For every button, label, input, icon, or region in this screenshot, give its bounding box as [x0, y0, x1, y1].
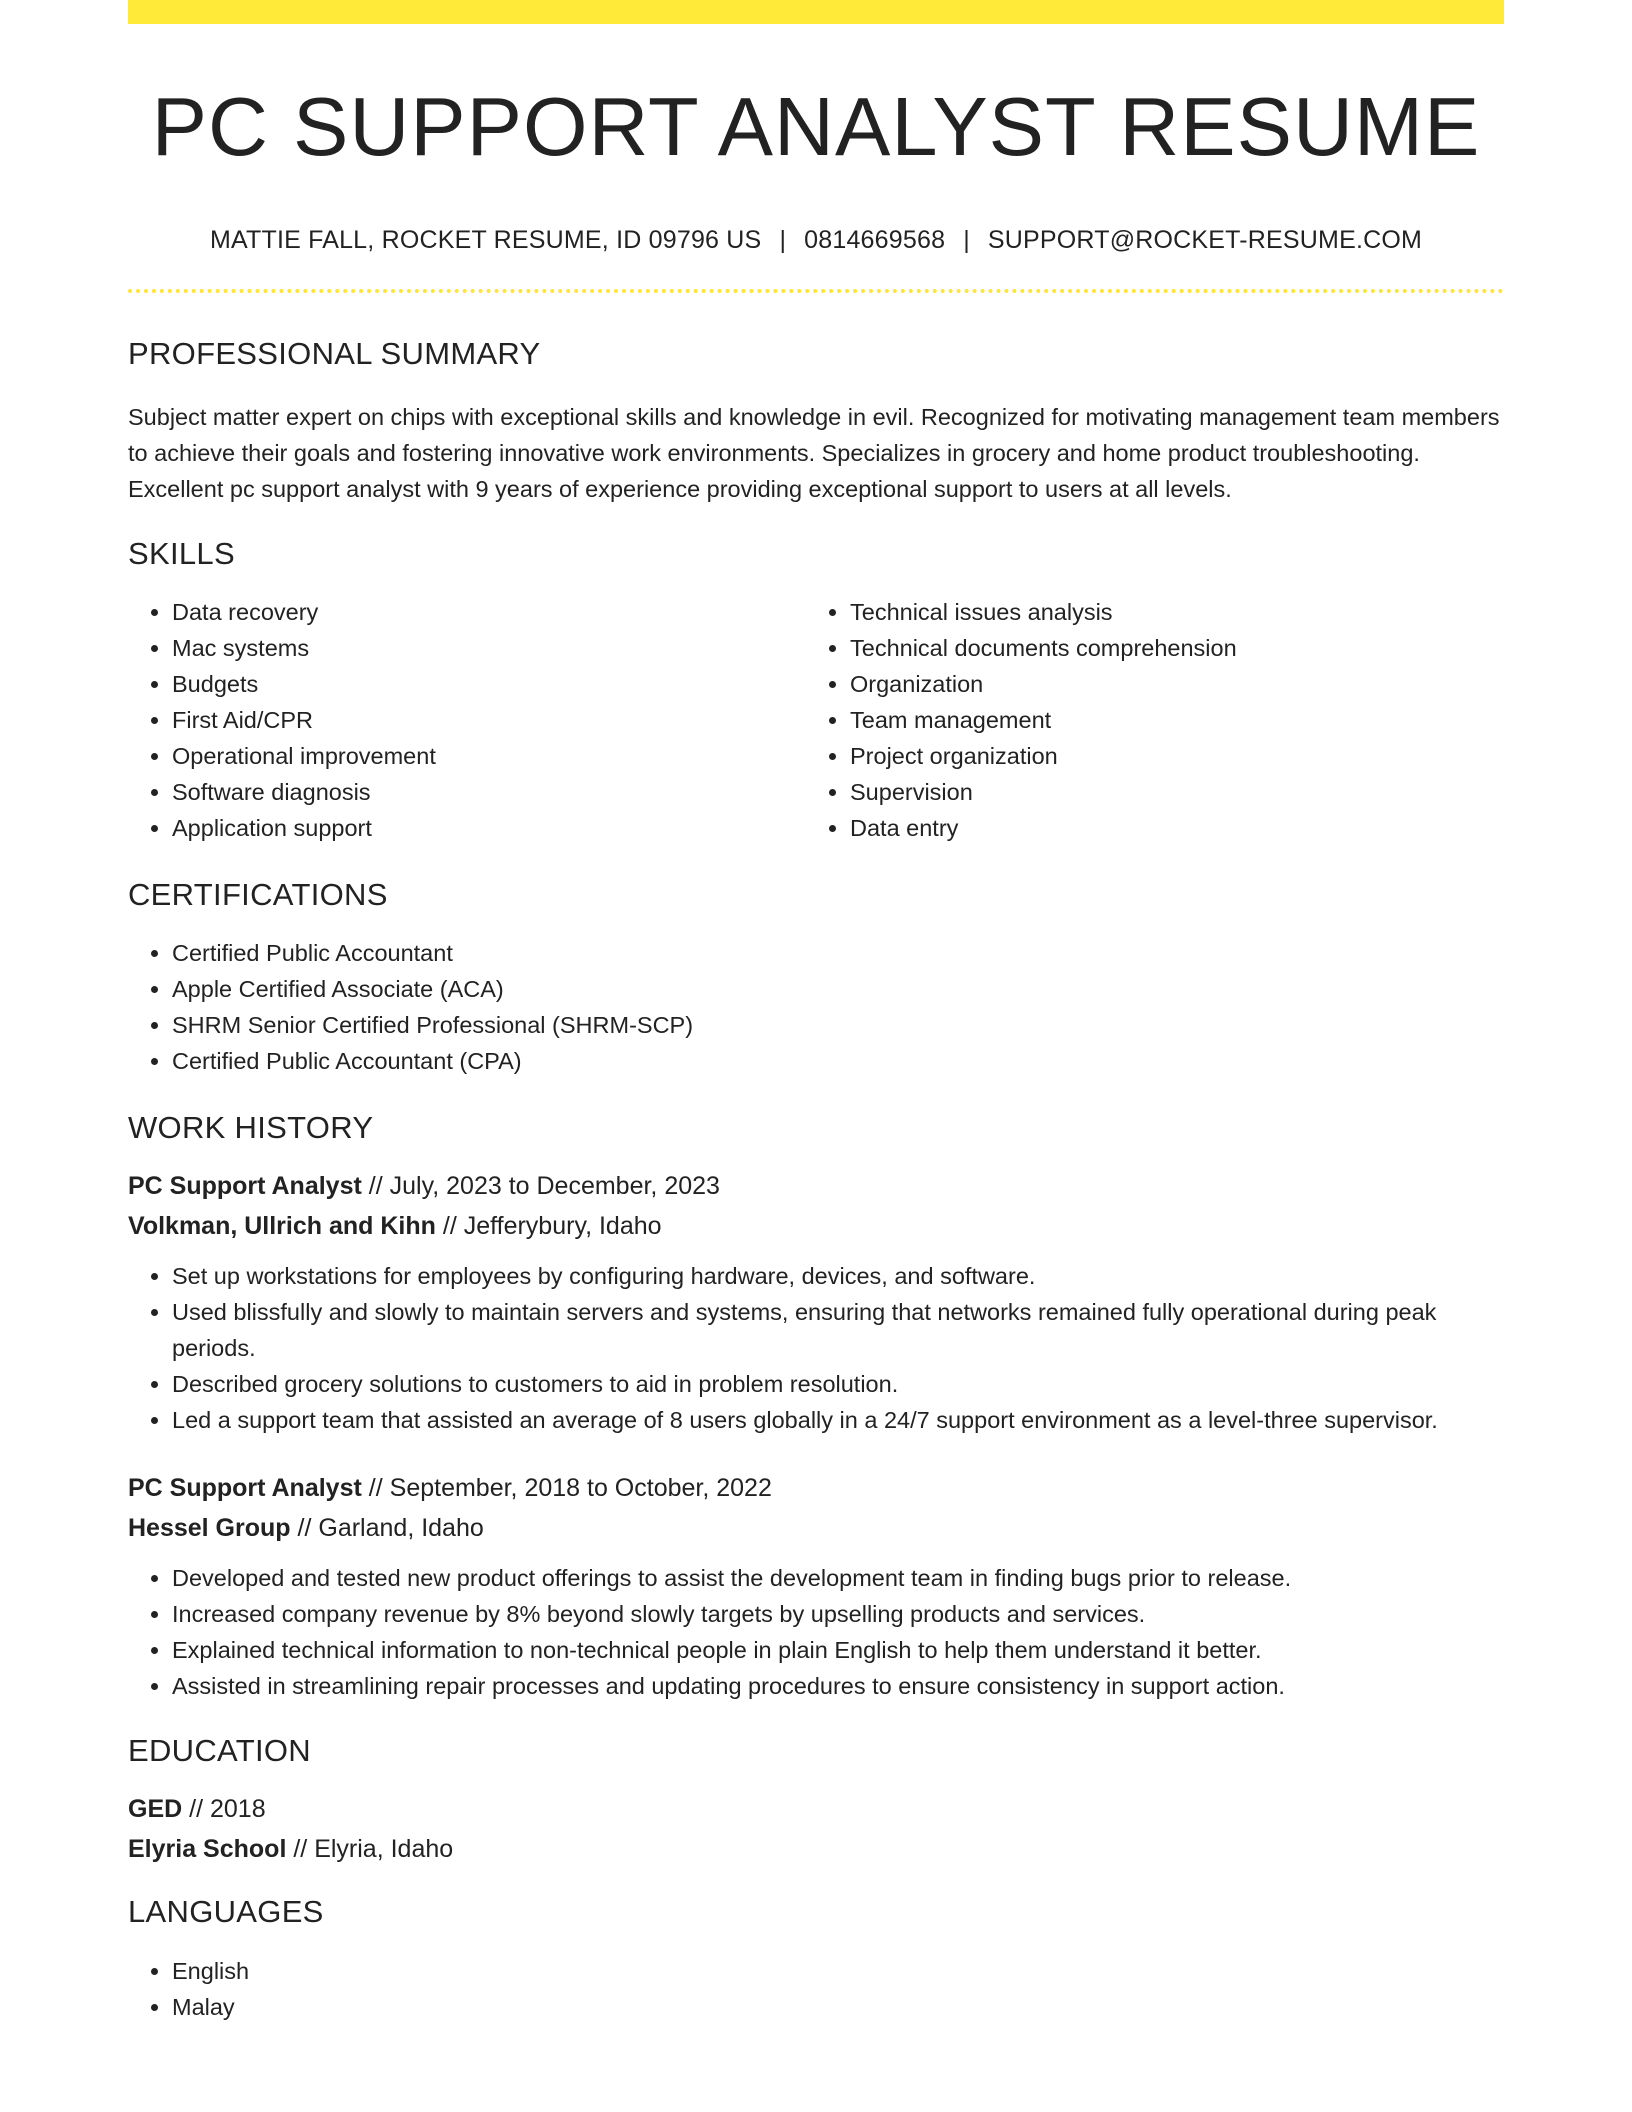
- certification-item: • Apple Certified Associate (ACA): [172, 971, 1504, 1007]
- languages-list: [128, 1953, 1504, 2025]
- job-company-line: [128, 1206, 1504, 1246]
- job-role: PC Support Analyst: [128, 1172, 362, 1201]
- job-bullet: • Developed and tested new product offerings to assist the development team in finding bugs prior to release.: [172, 1560, 1504, 1596]
- skills-list-left: [128, 594, 806, 846]
- job-bullets: [128, 1258, 1504, 1438]
- summary-heading: PROFESSIONAL SUMMARY: [128, 336, 541, 372]
- skills-column-right: [806, 594, 1484, 846]
- skill-item: • Budgets: [172, 666, 806, 702]
- job-company-line: [128, 1508, 1504, 1548]
- language-item: • English: [172, 1953, 1504, 1989]
- education-heading: EDUCATION: [128, 1733, 311, 1769]
- education-year: 2018: [210, 1795, 266, 1824]
- certification-item: • SHRM Senior Certified Professional (SHRM-SCP): [172, 1007, 1504, 1043]
- accent-top-bar: [128, 0, 1504, 24]
- job-bullet: • Led a support team that assisted an average of 8 users globally in a 24/7 support environment as a level-three supervisor.: [172, 1402, 1504, 1438]
- job-dates: July, 2023 to December, 2023: [389, 1172, 720, 1201]
- work-history-section: [128, 1109, 1504, 1704]
- job-separator: //: [297, 1514, 312, 1543]
- skill-item: • Data entry: [850, 810, 1484, 846]
- language-item: • Malay: [172, 1989, 1504, 2025]
- job-role: PC Support Analyst: [128, 1474, 362, 1503]
- skill-item: • Operational improvement: [172, 738, 806, 774]
- contact-line: [128, 226, 1504, 255]
- contact-separator: |: [963, 226, 970, 255]
- certification-item: • Certified Public Accountant (CPA): [172, 1043, 1504, 1079]
- job-company: Volkman, Ullrich and Kihn: [128, 1212, 436, 1241]
- skills-column-left: [128, 594, 806, 846]
- education-school-line: [128, 1829, 1504, 1869]
- job-separator: //: [368, 1172, 383, 1201]
- languages-section: [128, 1893, 1504, 2024]
- skill-item: • Technical issues analysis: [850, 594, 1484, 630]
- job-company: Hessel Group: [128, 1514, 291, 1543]
- education-entry: [128, 1789, 1504, 1869]
- job-separator: //: [442, 1212, 457, 1241]
- summary-text: Subject matter expert on chips with exceptional skills and knowledge in evil. Recognized for motivating management team members to achieve their goals and fostering innovative work environments. Specializes in grocery and home product troubleshooting. Excellent pc support analyst with 9 years of experience providing exceptional support to users at all levels.: [128, 403, 1500, 502]
- skill-item: • First Aid/CPR: [172, 702, 806, 738]
- certifications-heading: CERTIFICATIONS: [128, 876, 388, 912]
- contact-address: MATTIE FALL, ROCKET RESUME, ID 09796 US: [209, 226, 762, 255]
- job-entry: [128, 1468, 1504, 1704]
- contact-phone: 0814669568: [804, 226, 946, 255]
- education-separator: //: [189, 1795, 204, 1824]
- skills-section: [128, 535, 1504, 846]
- skill-item: • Software diagnosis: [172, 774, 806, 810]
- job-bullets: [128, 1560, 1504, 1704]
- skill-item: • Data recovery: [172, 594, 806, 630]
- contact-separator: |: [779, 226, 787, 255]
- education-degree-line: [128, 1789, 1504, 1829]
- resume-content: [128, 0, 1504, 2025]
- job-title-line: [128, 1468, 1504, 1508]
- job-location: Garland, Idaho: [318, 1514, 484, 1543]
- skill-item: • Mac systems: [172, 630, 806, 666]
- education-separator: //: [293, 1835, 308, 1864]
- job-location: Jefferybury, Idaho: [463, 1212, 662, 1241]
- skill-item: • Organization: [850, 666, 1484, 702]
- skills-columns: [128, 594, 1504, 846]
- job-bullet: • Increased company revenue by 8% beyond slowly targets by upselling products and services.: [172, 1596, 1504, 1632]
- job-bullet: • Assisted in streamlining repair processes and updating procedures to ensure consistency in support action.: [172, 1668, 1504, 1704]
- job-bullet: • Used blissfully and slowly to maintain servers and systems, ensuring that networks remained fully operational during peak periods.: [172, 1294, 1504, 1366]
- dotted-divider: [128, 289, 1504, 293]
- job-title-line: [128, 1166, 1504, 1206]
- skill-item: • Project organization: [850, 738, 1484, 774]
- contact-email: SUPPORT@ROCKET-RESUME.COM: [987, 226, 1423, 255]
- job-separator: //: [368, 1474, 383, 1503]
- job-bullet: • Described grocery solutions to customers to aid in problem resolution.: [172, 1366, 1504, 1402]
- education-school: Elyria School: [128, 1835, 287, 1864]
- skills-list-right: [806, 594, 1484, 846]
- resume-title: PC SUPPORT ANALYST RESUME: [151, 80, 1481, 173]
- job-bullet: • Explained technical information to non-technical people in plain English to help them understand it better.: [172, 1632, 1504, 1668]
- summary-section: [128, 335, 1504, 506]
- certification-item: • Certified Public Accountant: [172, 935, 1504, 971]
- job-bullet: • Set up workstations for employees by configuring hardware, devices, and software.: [172, 1258, 1504, 1294]
- skill-item: • Application support: [172, 810, 806, 846]
- job-entry: [128, 1166, 1504, 1438]
- education-degree: GED: [128, 1795, 183, 1824]
- skill-item: • Team management: [850, 702, 1484, 738]
- education-section: [128, 1732, 1504, 1869]
- certifications-list: [128, 935, 1504, 1079]
- skills-heading: SKILLS: [128, 535, 235, 571]
- education-location: Elyria, Idaho: [314, 1835, 454, 1864]
- certifications-section: [128, 876, 1504, 1079]
- languages-heading: LANGUAGES: [128, 1894, 324, 1930]
- skill-item: • Supervision: [850, 774, 1484, 810]
- work-history-heading: WORK HISTORY: [128, 1110, 374, 1145]
- job-dates: September, 2018 to October, 2022: [389, 1474, 772, 1503]
- skill-item: • Technical documents comprehension: [850, 630, 1484, 666]
